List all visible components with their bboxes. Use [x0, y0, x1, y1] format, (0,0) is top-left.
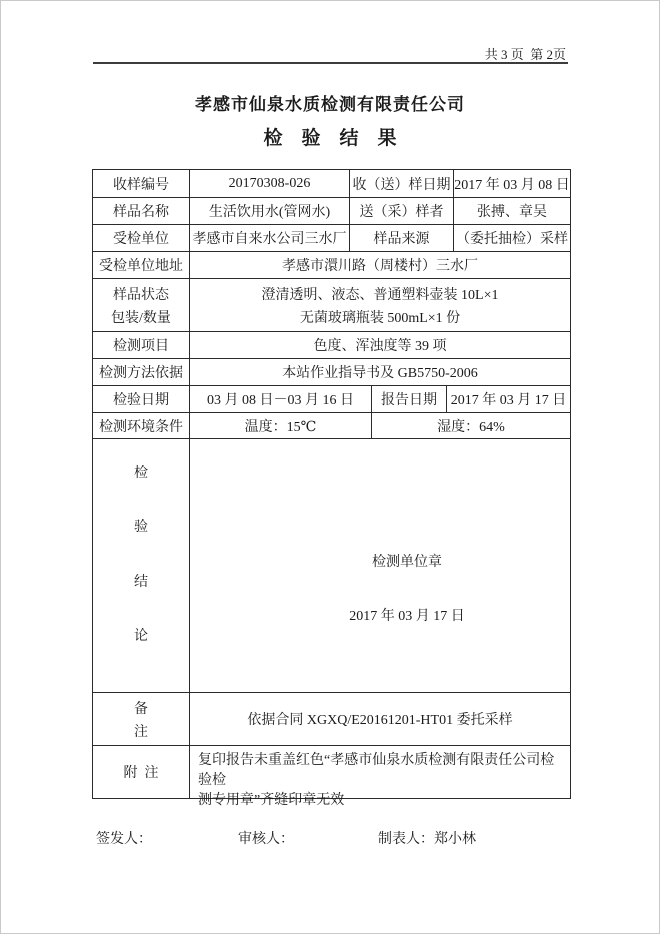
table-row-environment	[93, 413, 570, 439]
table-row-address	[93, 252, 570, 279]
receipt-no-value: 20170308-026	[190, 170, 350, 197]
company-name: 孝感市仙泉水质检测有限责任公司	[195, 95, 465, 114]
sample-state-label-line1: 样品状态	[113, 287, 169, 303]
receipt-no-label: 收样编号	[93, 170, 190, 197]
test-items-label: 检测项目	[93, 332, 190, 358]
conclusion-label-char2: 验	[134, 520, 148, 536]
sample-source-value: （委托抽检）采样	[456, 232, 568, 247]
sample-state-label	[93, 279, 190, 331]
issuer-label: 签发人：	[96, 832, 152, 847]
environment-label: 检测环境条件	[93, 413, 190, 438]
document-title: 检 验 结 果	[263, 128, 397, 149]
conclusion-body	[190, 439, 570, 692]
method-label: 检测方法依据	[93, 359, 190, 385]
sample-state-value-line2: 无菌玻璃瓶装 500mL×1 份	[299, 310, 461, 326]
preparer-label	[378, 828, 476, 848]
note-label: 附 注	[93, 746, 190, 798]
test-date-label: 检验日期	[93, 386, 190, 412]
sample-state-label-line2: 包装/数量	[111, 310, 171, 326]
sample-sender-value: 张搏、章吴	[477, 205, 547, 220]
remark-label-line2: 注	[134, 724, 148, 740]
receipt-date-label: 收（送）样日期	[350, 170, 454, 197]
table-row-note	[93, 746, 570, 808]
sample-name-value: 生活饮用水(管网水)	[190, 198, 350, 224]
table-row-remark	[93, 693, 570, 746]
sample-sender-label: 送（采）样者	[350, 198, 454, 224]
inspected-unit-label: 受检单位	[93, 225, 190, 251]
address-label: 受检单位地址	[93, 252, 190, 278]
conclusion-label-char1: 检	[134, 466, 148, 482]
conclusion-label-char4: 论	[134, 628, 148, 644]
table-row-receipt	[93, 170, 570, 198]
conclusion-label-char3: 结	[134, 574, 148, 590]
table-row-test-date	[93, 386, 570, 413]
remark-label	[93, 693, 190, 745]
table-row-inspected-unit	[93, 225, 570, 252]
table-row-sample-name	[93, 198, 570, 225]
header-rule	[93, 62, 568, 64]
preparer-label-text: 制表人：	[378, 832, 434, 847]
report-date-value: 2017 年 03 月 17 日	[450, 393, 567, 408]
result-table	[92, 169, 571, 808]
page-number: 共 3 页 第 2页	[484, 47, 566, 62]
note-value-line2: 测专用章”齐缝印章无效	[198, 793, 345, 808]
sample-state-value-line1: 澄清透明、液态、普通塑料壶装 10L×1	[261, 287, 499, 303]
remark-value: 依据合同 XGXQ/E20161201-HT01 委托采样	[247, 713, 513, 728]
table-row-method	[93, 359, 570, 386]
environment-temperature: 温度：15℃	[190, 413, 372, 438]
preparer-name: 郑小林	[434, 832, 476, 847]
note-value	[190, 746, 570, 808]
inspected-unit-value: 孝感市自来水公司三水厂	[190, 225, 350, 251]
reviewer-label: 审核人：	[238, 832, 294, 847]
test-items-value: 色度、浑浊度等 39 项	[313, 339, 447, 354]
sample-source-label: 样品来源	[350, 225, 454, 251]
conclusion-label	[93, 439, 190, 692]
sample-state-value	[190, 279, 570, 331]
address-value: 孝感市澴川路（周楼村）三水厂	[282, 259, 478, 274]
table-row-sample-state	[93, 279, 570, 332]
receipt-date-value: 2017 年 03 月 08 日	[454, 177, 570, 193]
table-row-conclusion	[93, 439, 570, 693]
sample-name-label: 样品名称	[93, 198, 190, 224]
conclusion-date: 2017 年 03 月 17 日	[349, 609, 465, 624]
environment-humidity: 湿度：64%	[437, 419, 505, 435]
test-date-value: 03 月 08 日－03 月 16 日	[190, 386, 372, 412]
method-value: 本站作业指导书及 GB5750-2006	[282, 366, 478, 381]
table-row-test-items	[93, 332, 570, 359]
report-date-label: 报告日期	[372, 386, 447, 412]
note-value-line1: 复印报告未重盖红色“孝感市仙泉水质检测有限责任公司检验检	[198, 753, 555, 788]
stamp-placeholder-text: 检测单位章	[372, 555, 442, 570]
remark-label-line1: 备	[134, 701, 148, 717]
